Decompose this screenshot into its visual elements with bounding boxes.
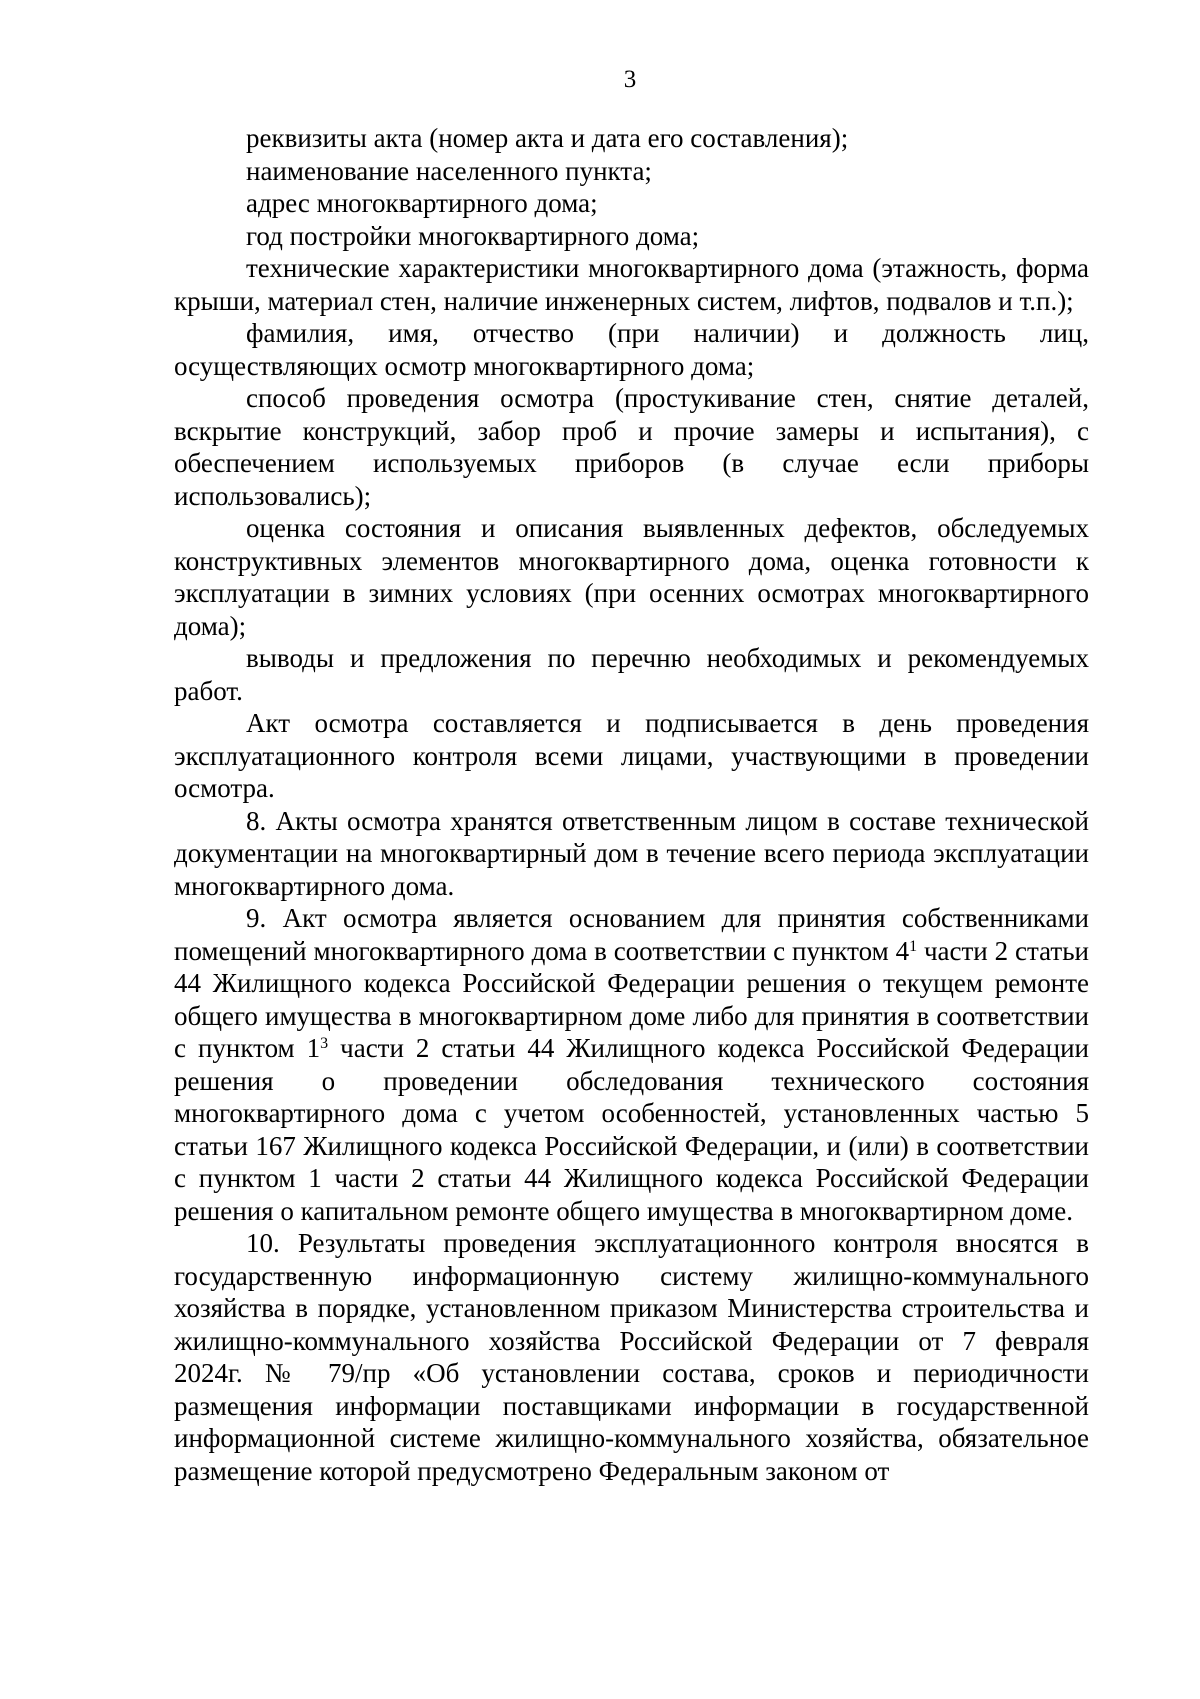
paragraph-conclusions: выводы и предложения по перечню необходимых и рекомендуемых работ. xyxy=(174,643,1089,706)
paragraph-9-part-2: части 2 статьи 44 Жилищного кодекса Российской Федерации решения о текущем ремонте общего имущества в многоквартирном доме либо для принятия в соответствии с пунктом 1 xyxy=(174,935,1089,1063)
paragraph-construction-year: год постройки многоквартирного дома; xyxy=(246,220,700,251)
superscript-2: 3 xyxy=(320,1035,329,1053)
paragraph-10-results-gis: 10. Результаты проведения эксплуатационного контроля вносятся в государственную информационную систему жилищно-коммунального хозяйства в порядке, установленном приказом Министерства строительства и жилищно-коммунального хозяйства Российской Федерации от 7 февраля 2024г. № 79/пр «Об установлении состава, сроков и периодичности размещения информации поставщиками информации в государственной информационной системе жилищно-коммунального хозяйства, обязательное размещение которой предусмотрено Федеральным законом от xyxy=(174,1228,1089,1486)
paragraph-inspectors: фамилия, имя, отчество (при наличии) и должность лиц, осуществляющих осмотр многоквартирного дома; xyxy=(174,318,1089,381)
superscript-1: 1 xyxy=(909,937,918,955)
paragraph-act-signing: Акт осмотра составляется и подписывается в день проведения эксплуатационного контроля всеми лицами, участвующими в проведении осмотра. xyxy=(174,708,1089,803)
page-number: 3 xyxy=(623,66,637,93)
paragraph-9-part-1: 9. Акт осмотра является основанием для принятия собственниками помещений многоквартирного дома в соответствии с пунктом 4 xyxy=(174,903,1089,966)
paragraph-technical-characteristics: технические характеристики многоквартирного дома (этажность, форма крыши, материал стен, наличие инженерных систем, лифтов, подвалов и т.п.); xyxy=(174,253,1089,316)
paragraph-act-details: реквизиты акта (номер акта и дата его составления); xyxy=(246,123,849,153)
paragraph-inspection-method: способ проведения осмотра (простукивание стен, снятие деталей, вскрытие конструкций, забор проб и прочие замеры и испытания), с обеспечением используемых приборов (в случае если приборы использовались); xyxy=(174,383,1089,511)
paragraph-condition-assessment: оценка состояния и описания выявленных дефектов, обследуемых конструктивных элементов многоквартирного дома, оценка готовности к эксплуатации в зимних условиях (при осенних осмотрах многоквартирного дома); xyxy=(174,513,1089,641)
document-body xyxy=(174,122,1089,1487)
paragraph-8-act-storage: 8. Акты осмотра хранятся ответственным лицом в составе технической документации на многоквартирный дом в течение всего периода эксплуатации многоквартирного дома. xyxy=(174,805,1089,901)
paragraph-settlement-name: наименование населенного пункта; xyxy=(246,155,652,186)
paragraph-9-part-3: части 2 статьи 44 Жилищного кодекса Российской Федерации решения о проведении обследования технического состояния многоквартирного дома с учетом особенностей, установленных частью 5 статьи 167 Жилищного кодекса Российской Федерации, и (или) в соответствии с пунктом 1 части 2 статьи 44 Жилищного кодекса Российской Федерации решения о капитальном ремонте общего имущества в многоквартирном доме. xyxy=(174,1033,1089,1226)
paragraph-9-act-basis xyxy=(174,902,1089,1227)
paragraph-building-address: адрес многоквартирного дома; xyxy=(246,188,598,218)
